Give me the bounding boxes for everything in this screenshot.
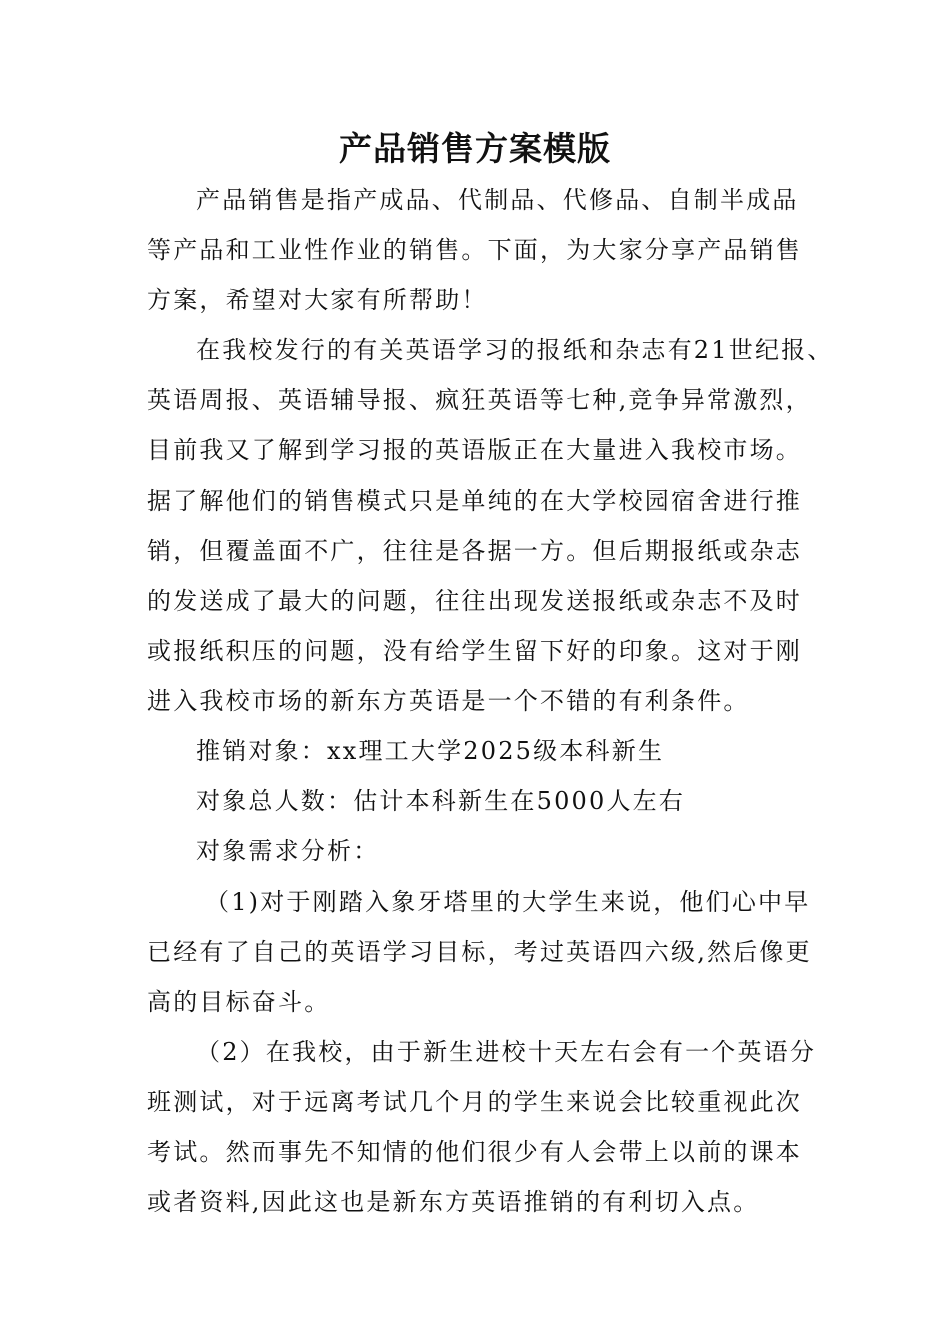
text-line: 高的目标奋斗。	[147, 988, 331, 1016]
text-line: 的发送成了最大的问题，往往出现发送报纸或杂志不及时	[147, 587, 802, 615]
document-title: 产品销售方案模版	[339, 129, 611, 168]
text-line: （2）在我校，由于新生进校十天左右会有一个英语分	[196, 1038, 817, 1066]
text-line: 销，但覆盖面不广，往往是各据一方。但后期报纸或杂志	[147, 537, 802, 565]
text-line: 英语周报、英语辅导报、疯狂英语等七种,竞争异常激烈，	[147, 386, 812, 414]
text-line: 对象总人数：估计本科新生在5000人左右	[196, 787, 686, 815]
text-line: 在我校发行的有关英语学习的报纸和杂志有21世纪报、	[196, 336, 834, 364]
text-line: 产品销售是指产成品、代制品、代修品、自制半成品	[196, 186, 799, 214]
text-line: 推销对象：xx理工大学2025级本科新生	[196, 737, 665, 765]
text-line: 或报纸积压的问题，没有给学生留下好的印象。这对于刚	[147, 637, 802, 665]
text-line: 班测试，对于远离考试几个月的学生来说会比较重视此次	[147, 1088, 802, 1116]
text-line: 或者资料,因此这也是新东方英语推销的有利切入点。	[147, 1188, 760, 1216]
text-line: 目前我又了解到学习报的英语版正在大量进入我校市场。	[147, 436, 802, 464]
text-line: 方案，希望对大家有所帮助！	[147, 286, 488, 314]
text-line: 等产品和工业性作业的销售。下面，为大家分享产品销售	[147, 236, 802, 264]
text-line: 据了解他们的销售模式只是单纯的在大学校园宿舍进行推	[147, 487, 802, 515]
text-line: 进入我校市场的新东方英语是一个不错的有利条件。	[147, 687, 750, 715]
text-line: 对象需求分析：	[196, 837, 380, 865]
text-line: （1)对于刚踏入象牙塔里的大学生来说，他们心中早	[205, 888, 811, 916]
text-line: 考试。然而事先不知情的他们很少有人会带上以前的课本	[147, 1138, 802, 1166]
text-line: 已经有了自己的英语学习目标，考过英语四六级,然后像更	[147, 938, 812, 966]
